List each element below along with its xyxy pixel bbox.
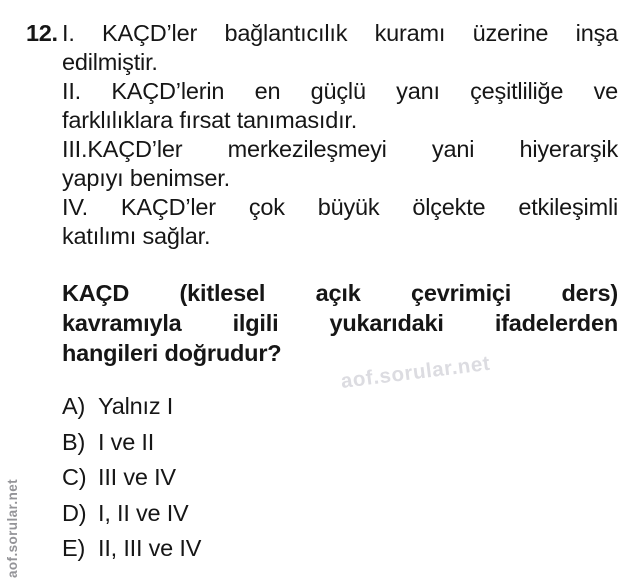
question-number: 12. xyxy=(26,20,58,46)
statement-line-3: II. KAÇD’lerin en güçlü yanı çeşitliliğe ve xyxy=(62,78,618,104)
statement-line-8: katılımı sağlar. xyxy=(62,223,211,249)
answer-options xyxy=(62,391,618,569)
statement-line-1: I. KAÇD’ler bağlantıcılık kuramı üzerine inşa xyxy=(62,20,618,46)
stem-line-2: kavramıyla ilgili yukarıdaki ifadelerden xyxy=(62,310,618,336)
option-e xyxy=(62,533,618,569)
statement-line-6: yapıyı benimser. xyxy=(62,165,230,191)
option-c xyxy=(62,462,618,498)
question-block xyxy=(26,19,618,569)
statement-line-5: III.KAÇD’ler merkezileşmeyi yani hiyerarşik xyxy=(62,136,618,162)
question-body xyxy=(62,19,618,569)
stem-line-3: hangileri doğrudur? xyxy=(62,340,282,366)
stem-line-1: KAÇD (kitlesel açık çevrimiçi ders) xyxy=(62,280,618,306)
option-d-letter: D) xyxy=(62,499,87,526)
question-stem xyxy=(62,278,618,368)
watermark-left-vertical: aof.sorular.net xyxy=(5,478,20,578)
statement-line-4: farklılıklara fırsat tanımasıdır. xyxy=(62,107,358,133)
option-d-text: I, II ve IV xyxy=(98,499,189,526)
option-d xyxy=(62,498,618,534)
option-c-text: III ve IV xyxy=(98,464,176,490)
watermark-center: aof.sorular.net xyxy=(339,351,492,393)
option-b-letter: B) xyxy=(62,428,86,455)
option-e-text: II, III ve IV xyxy=(98,535,202,561)
option-a xyxy=(62,391,618,427)
option-e-letter: E) xyxy=(62,535,86,561)
option-b xyxy=(62,427,618,463)
option-a-text: Yalnız I xyxy=(98,393,174,419)
option-b-text: I ve II xyxy=(98,428,155,455)
option-a-letter: A) xyxy=(62,393,86,419)
statement-line-2: edilmiştir. xyxy=(62,49,158,75)
option-c-letter: C) xyxy=(62,464,87,490)
statement-line-7: IV. KAÇD’ler çok büyük ölçekte etkileşimli xyxy=(62,194,618,220)
statement-items xyxy=(62,19,618,251)
